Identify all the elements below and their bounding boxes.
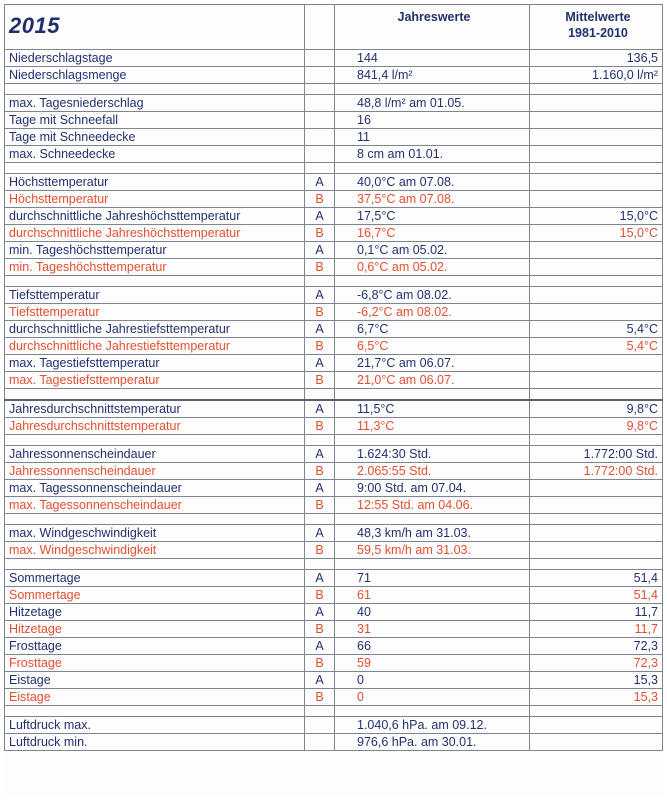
table-row [5,717,663,734]
spacer-cell [5,435,305,446]
header-jahreswerte-text: Jahreswerte [397,10,471,24]
row-label: Luftdruck max. [5,717,305,734]
row-label: min. Tageshöchsttemperatur [5,242,305,259]
table-row [5,242,663,259]
row-annual-value: 21,0°C am 06.07. [335,372,530,389]
spacer-cell [305,84,335,95]
table-row [5,525,663,542]
row-mean-value [530,95,663,112]
header-row [5,5,663,50]
row-annual-value: 0 [335,672,530,689]
row-annual-value: 16,7°C [335,225,530,242]
table-row [5,570,663,587]
row-station-flag: B [305,655,335,672]
row-annual-value: 61 [335,587,530,604]
table-row [5,338,663,355]
row-station-flag: A [305,174,335,191]
row-label: Frosttage [5,655,305,672]
row-station-flag [305,112,335,129]
spacer-cell [305,163,335,174]
row-station-flag: B [305,542,335,559]
row-annual-value: 59,5 km/h am 31.03. [335,542,530,559]
spacer-cell [335,389,530,401]
row-annual-value: 0,1°C am 05.02. [335,242,530,259]
row-station-flag: A [305,638,335,655]
group-spacer-row [5,514,663,525]
spacer-cell [5,163,305,174]
row-station-flag: A [305,446,335,463]
spacer-cell [5,559,305,570]
table-row [5,689,663,706]
group-spacer-row [5,389,663,401]
row-mean-value [530,174,663,191]
spacer-cell [335,276,530,287]
spacer-cell [530,84,663,95]
spacer-cell [335,163,530,174]
row-station-flag: B [305,587,335,604]
row-mean-value [530,242,663,259]
header-mittelwerte-line2: 1981-2010 [568,26,628,40]
row-mean-value [530,259,663,276]
row-station-flag: A [305,208,335,225]
row-station-flag: A [305,321,335,338]
row-annual-value: 6,7°C [335,321,530,338]
table-row [5,95,663,112]
row-label: max. Windgeschwindigkeit [5,525,305,542]
spacer-cell [5,514,305,525]
row-label: Höchsttemperatur [5,191,305,208]
table-row [5,50,663,67]
row-station-flag [305,95,335,112]
group-spacer-row [5,163,663,174]
row-station-flag: B [305,225,335,242]
row-annual-value: 40 [335,604,530,621]
row-annual-value: 59 [335,655,530,672]
row-mean-value: 136,5 [530,50,663,67]
row-station-flag: A [305,525,335,542]
row-annual-value: 11,5°C [335,400,530,418]
row-mean-value: 11,7 [530,604,663,621]
row-station-flag [305,734,335,751]
row-mean-value [530,191,663,208]
table-row [5,355,663,372]
row-station-flag: A [305,570,335,587]
spacer-cell [335,514,530,525]
spacer-cell [530,163,663,174]
table-row [5,146,663,163]
row-label: Frosttage [5,638,305,655]
row-annual-value: -6,8°C am 08.02. [335,287,530,304]
row-station-flag: B [305,304,335,321]
row-mean-value [530,355,663,372]
table-row [5,400,663,418]
table-row [5,259,663,276]
row-annual-value: 1.624:30 Std. [335,446,530,463]
row-annual-value: 144 [335,50,530,67]
row-annual-value: -6,2°C am 08.02. [335,304,530,321]
spacer-cell [305,514,335,525]
table-row [5,174,663,191]
row-station-flag: B [305,463,335,480]
row-station-flag: B [305,338,335,355]
row-mean-value: 15,0°C [530,225,663,242]
row-mean-value: 11,7 [530,621,663,638]
row-label: max. Schneedecke [5,146,305,163]
spacer-cell [5,84,305,95]
row-annual-value: 1.040,6 hPa. am 09.12. [335,717,530,734]
spacer-cell [530,389,663,401]
row-label: max. Tagestiefsttemperatur [5,372,305,389]
table-row [5,208,663,225]
row-mean-value [530,480,663,497]
row-mean-value: 9,8°C [530,418,663,435]
row-annual-value: 48,8 l/m² am 01.05. [335,95,530,112]
row-label: min. Tageshöchsttemperatur [5,259,305,276]
table-row [5,321,663,338]
row-annual-value: 976,6 hPa. am 30.01. [335,734,530,751]
row-label: max. Tagessonnenscheindauer [5,497,305,514]
year-title-text: 2015 [9,12,60,38]
row-label: Luftdruck min. [5,734,305,751]
row-mean-value [530,112,663,129]
row-label: Jahressonnenscheindauer [5,463,305,480]
row-label: Hitzetage [5,604,305,621]
row-mean-value [530,542,663,559]
row-label: Sommertage [5,570,305,587]
group-spacer-row [5,706,663,717]
row-annual-value: 16 [335,112,530,129]
row-label: Niederschlagsmenge [5,67,305,84]
row-station-flag [305,129,335,146]
row-label: max. Tagessonnenscheindauer [5,480,305,497]
row-label: Tage mit Schneedecke [5,129,305,146]
row-mean-value [530,734,663,751]
row-station-flag: A [305,287,335,304]
row-mean-value: 5,4°C [530,338,663,355]
row-annual-value: 2.065:55 Std. [335,463,530,480]
row-mean-value: 72,3 [530,655,663,672]
table-row [5,446,663,463]
row-station-flag: B [305,259,335,276]
row-label: durchschnittliche Jahreshöchsttemperatur [5,208,305,225]
row-station-flag: A [305,604,335,621]
row-annual-value: 841,4 l/m² [335,67,530,84]
row-label: max. Tagestiefsttemperatur [5,355,305,372]
row-annual-value: 17,5°C [335,208,530,225]
row-station-flag: B [305,689,335,706]
weather-statistics-sheet [4,4,662,796]
table-row [5,604,663,621]
row-label: Eistage [5,689,305,706]
row-annual-value: 11 [335,129,530,146]
table-row [5,418,663,435]
spacer-cell [305,559,335,570]
table-row [5,542,663,559]
row-mean-value [530,717,663,734]
spacer-cell [335,706,530,717]
row-station-flag [305,717,335,734]
spacer-cell [5,706,305,717]
row-station-flag [305,146,335,163]
row-mean-value [530,304,663,321]
row-label: Sommertage [5,587,305,604]
table-row [5,480,663,497]
row-mean-value: 15,3 [530,689,663,706]
row-mean-value: 51,4 [530,587,663,604]
row-label: Eistage [5,672,305,689]
row-mean-value: 72,3 [530,638,663,655]
row-mean-value [530,287,663,304]
row-mean-value: 9,8°C [530,400,663,418]
row-label: max. Windgeschwindigkeit [5,542,305,559]
row-annual-value: 66 [335,638,530,655]
row-station-flag: A [305,355,335,372]
row-label: Jahresdurchschnittstemperatur [5,400,305,418]
table-row [5,734,663,751]
row-mean-value: 1.772:00 Std. [530,446,663,463]
table-row [5,463,663,480]
group-spacer-row [5,84,663,95]
row-station-flag: B [305,418,335,435]
row-annual-value: 0 [335,689,530,706]
table-row [5,672,663,689]
spacer-cell [335,84,530,95]
row-station-flag [305,67,335,84]
spacer-cell [530,276,663,287]
row-label: Tage mit Schneefall [5,112,305,129]
spacer-cell [530,706,663,717]
row-station-flag: A [305,672,335,689]
row-station-flag: B [305,191,335,208]
row-annual-value: 21,7°C am 06.07. [335,355,530,372]
header-mittelwerte [530,5,663,50]
table-row [5,655,663,672]
group-spacer-row [5,559,663,570]
table-row [5,372,663,389]
row-label: Höchsttemperatur [5,174,305,191]
row-label: Tiefsttemperatur [5,287,305,304]
row-station-flag: B [305,372,335,389]
year-title [5,5,305,50]
spacer-cell [335,559,530,570]
table-row [5,191,663,208]
row-label: durchschnittliche Jahrestiefsttemperatur [5,321,305,338]
row-annual-value: 8 cm am 01.01. [335,146,530,163]
table-row [5,67,663,84]
spacer-cell [305,276,335,287]
table-row [5,497,663,514]
weather-statistics-table [4,4,663,751]
table-row [5,287,663,304]
spacer-cell [335,435,530,446]
row-annual-value: 48,3 km/h am 31.03. [335,525,530,542]
row-label: Hitzetage [5,621,305,638]
row-label: durchschnittliche Jahrestiefsttemperatur [5,338,305,355]
row-mean-value [530,129,663,146]
spacer-cell [305,389,335,401]
row-mean-value: 1.772:00 Std. [530,463,663,480]
row-annual-value: 9:00 Std. am 07.04. [335,480,530,497]
row-mean-value: 15,3 [530,672,663,689]
spacer-cell [530,559,663,570]
row-station-flag: B [305,497,335,514]
row-annual-value: 0,6°C am 05.02. [335,259,530,276]
row-mean-value [530,497,663,514]
spacer-cell [5,389,305,401]
spacer-cell [530,435,663,446]
row-label: Niederschlagstage [5,50,305,67]
table-row [5,112,663,129]
spacer-cell [530,514,663,525]
table-row [5,587,663,604]
row-mean-value: 1.160,0 l/m² [530,67,663,84]
table-row [5,129,663,146]
row-mean-value [530,525,663,542]
row-mean-value [530,372,663,389]
header-flag-cell [305,5,335,50]
row-mean-value: 5,4°C [530,321,663,338]
table-row [5,225,663,242]
row-label: Jahresdurchschnittstemperatur [5,418,305,435]
row-label: max. Tagesniederschlag [5,95,305,112]
row-mean-value: 51,4 [530,570,663,587]
spacer-cell [5,276,305,287]
row-station-flag [305,50,335,67]
row-annual-value: 6,5°C [335,338,530,355]
row-station-flag: A [305,400,335,418]
row-station-flag: A [305,480,335,497]
group-spacer-row [5,435,663,446]
row-annual-value: 12:55 Std. am 04.06. [335,497,530,514]
row-annual-value: 40,0°C am 07.08. [335,174,530,191]
row-label: Tiefsttemperatur [5,304,305,321]
table-row [5,304,663,321]
header-mittelwerte-line1: Mittelwerte [565,10,631,24]
spacer-cell [305,706,335,717]
row-station-flag: A [305,242,335,259]
row-station-flag: B [305,621,335,638]
table-row [5,621,663,638]
row-label: durchschnittliche Jahreshöchsttemperatur [5,225,305,242]
row-label: Jahressonnenscheindauer [5,446,305,463]
row-annual-value: 31 [335,621,530,638]
row-annual-value: 11,3°C [335,418,530,435]
row-annual-value: 71 [335,570,530,587]
spacer-cell [305,435,335,446]
header-jahreswerte [335,5,530,50]
row-mean-value: 15,0°C [530,208,663,225]
group-spacer-row [5,276,663,287]
row-annual-value: 37,5°C am 07.08. [335,191,530,208]
row-mean-value [530,146,663,163]
table-row [5,638,663,655]
